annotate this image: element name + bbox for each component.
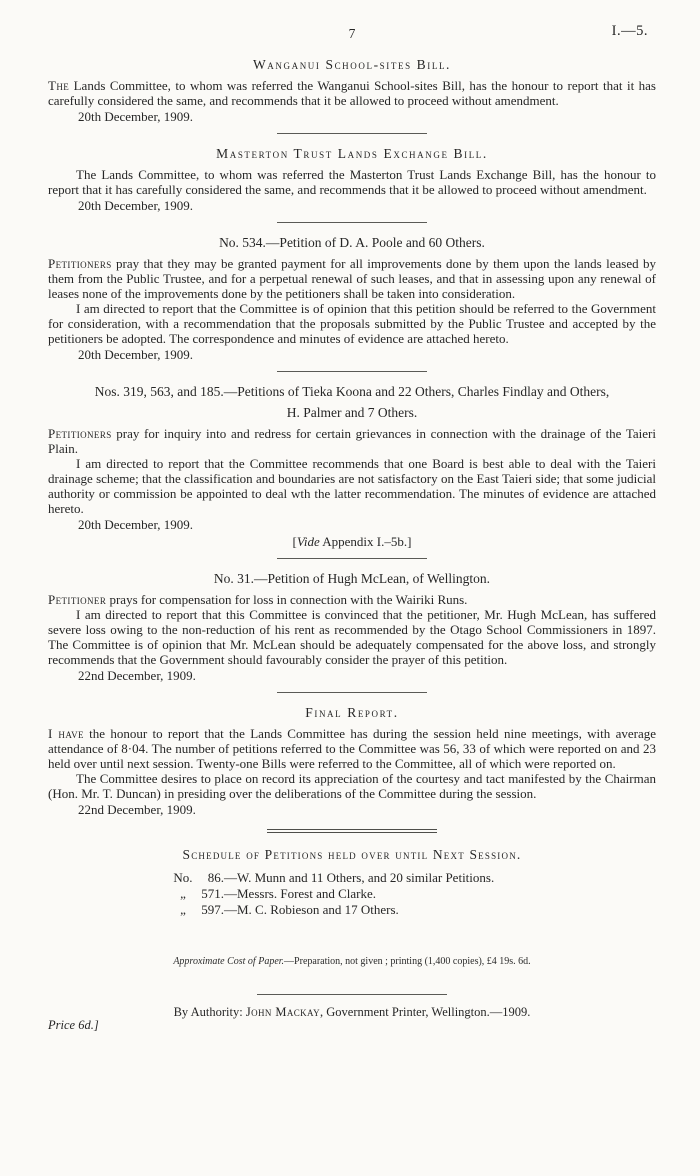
authority-line	[48, 1005, 656, 1020]
paragraph	[48, 256, 656, 301]
paragraph	[48, 426, 656, 456]
date-line: 20th December, 1909.	[78, 198, 194, 213]
paragraph: I am directed to report that the Committee recommends that one Board is best able to deal with the Taieri drainage scheme; that the classification and boundaries are not satisfactory on the East Taieri side; that some judicial authority or commission be appointed to deal wth the latter recommendation. The minutes of evidence are attached hereto.	[48, 456, 656, 516]
section-petition-31	[48, 571, 656, 683]
cost-of-paper-note	[48, 956, 656, 968]
paragraph	[48, 592, 656, 607]
paragraph	[48, 78, 656, 108]
cost-note-detail: —Preparation, not given ; printing (1,400 copies), £4 19s. 6d.	[284, 956, 531, 967]
section-petitions-319-563-185	[48, 384, 656, 549]
paragraph-text: Lands Committee, to whom was referred the Wanganui School-sites Bill, has the honour to report that it has carefully considered the same, and recommends that it be allowed to proceed without amendment.	[48, 78, 656, 108]
imprint-footer	[48, 1005, 656, 1032]
section-heading: Wanganui School-sites Bill.	[252, 57, 452, 72]
date-line: 22nd December, 1909.	[78, 802, 196, 817]
divider-rule	[277, 133, 427, 134]
divider-rule	[277, 558, 427, 559]
date-line: 20th December, 1909.	[78, 109, 194, 124]
schedule-item-label: „	[180, 902, 186, 917]
schedule-item-number: 571.	[201, 886, 224, 901]
schedule-item	[170, 886, 656, 902]
paragraph	[48, 726, 656, 771]
paragraph-lead: I have	[48, 726, 84, 741]
schedule-item-text: —M. C. Robieson and 17 Others.	[224, 902, 399, 917]
paragraph-lead: Petitioner	[48, 592, 107, 607]
paragraph: The Committee desires to place on record its appreciation of the courtesy and tact manifested by the Chairman (Hon. Mr. T. Duncan) in presiding over the deliberations of the Committee during the session.	[48, 771, 656, 801]
section-heading: No. 534.—Petition of D. A. Poole and 60 Others.	[219, 235, 485, 250]
schedule-heading: Schedule of Petitions held over until Next Session.	[182, 847, 522, 862]
section-heading: Final Report.	[305, 705, 399, 720]
paragraph: I am directed to report that this Committee is convinced that the petitioner, Mr. Hugh McLean, has suffered severe loss owing to the non-reduction of his rent as recommended by the Otago School Commissioners in 1897. The Committee is of opinion that Mr. McLean should be adequately compensated for the above loss, and strongly recommends that the Government should favourably consider the prayer of this petition.	[48, 607, 656, 667]
schedule-item	[170, 902, 656, 918]
schedule-section	[48, 847, 656, 918]
vide-appendix-note	[48, 534, 656, 549]
section-heading: Nos. 319, 563, and 185.—Petitions of Tieka Koona and 22 Others, Charles Findlay and Others,	[94, 384, 610, 399]
section-heading-line2: H. Palmer and 7 Others.	[286, 405, 418, 420]
vide-bracket: [	[292, 534, 297, 549]
date-line: 20th December, 1909.	[78, 347, 194, 362]
section-final-report	[48, 705, 656, 817]
price-note: Price 6d.]	[48, 1018, 99, 1032]
section-heading: No. 31.—Petition of Hugh McLean, of Wellington.	[213, 571, 491, 586]
divider-rule	[277, 371, 427, 372]
date-line: 20th December, 1909.	[78, 517, 194, 532]
paragraph: The Lands Committee, to whom was referred the Masterton Trust Lands Exchange Bill, has the honour to report that it has carefully considered the same, and recommends that it be allowed to proceed without amendment.	[48, 167, 656, 197]
section-masterton-bill	[48, 146, 656, 213]
schedule-item-text: —W. Munn and 11 Others, and 20 similar Petitions.	[224, 870, 495, 885]
date-line: 22nd December, 1909.	[78, 668, 196, 683]
footer-rule	[257, 994, 447, 995]
schedule-item-label: „	[180, 886, 186, 901]
page-header	[48, 23, 656, 41]
section-wanganui-bill	[48, 57, 656, 124]
paragraph: I am directed to report that the Committee is of opinion that this petition should be referred to the Government for consideration, with a recommendation that the proposals submitted by the Public Trustee and accepted by the petitioners be adopted. The correspondence and minutes of evidence are attached hereto.	[48, 301, 656, 346]
paragraph-text: pray that they may be granted payment for all improvements done by them upon the lands leased by them from the Public Trustee, and for a perpetual renewal of such leases, and that in assessing upon any renewal of leases none of the improvements done by the petitioners shall be taken into consideration.	[48, 256, 656, 301]
double-divider-rule	[267, 829, 437, 833]
cost-note-title: Approximate Cost of Paper.	[173, 956, 285, 967]
vide-word: Vide	[296, 534, 320, 549]
paragraph-lead: Petitioners	[48, 426, 112, 441]
schedule-item-number: 597.	[201, 902, 224, 917]
authority-prefix: By Authority:	[173, 1005, 246, 1019]
vide-rest: Appendix I.–5b.]	[319, 534, 412, 549]
paragraph-text: the honour to report that the Lands Committee has during the session held nine meetings, with average attendance of 8·04. The number of petitions referred to the Committee was 56, 33 of which were reported on and 23 held over until next session. Twenty-one Bills were referred to the Committee, all of which were reported on.	[48, 726, 656, 771]
schedule-item-label: No.	[173, 870, 193, 885]
divider-rule	[277, 692, 427, 693]
authority-suffix: , Government Printer, Wellington.—1909.	[320, 1005, 531, 1019]
divider-rule	[277, 222, 427, 223]
paragraph-lead: The	[48, 78, 70, 93]
paragraph-text: prays for compensation for loss in connection with the Wairiki Runs.	[106, 592, 468, 607]
schedule-item	[170, 870, 656, 886]
schedule-item-number: 86.	[207, 870, 224, 885]
page-number: 7	[348, 26, 356, 41]
doc-ref: I.—5.	[611, 23, 648, 39]
paragraph-lead: Petitioners	[48, 256, 112, 271]
paragraph-text: pray for inquiry into and redress for certain grievances in connection with the drainage of the Taieri Plain.	[48, 426, 656, 456]
printer-name: John Mackay	[245, 1005, 321, 1019]
schedule-item-text: —Messrs. Forest and Clarke.	[224, 886, 377, 901]
section-heading: Masterton Trust Lands Exchange Bill.	[216, 146, 488, 161]
section-petition-534	[48, 235, 656, 362]
